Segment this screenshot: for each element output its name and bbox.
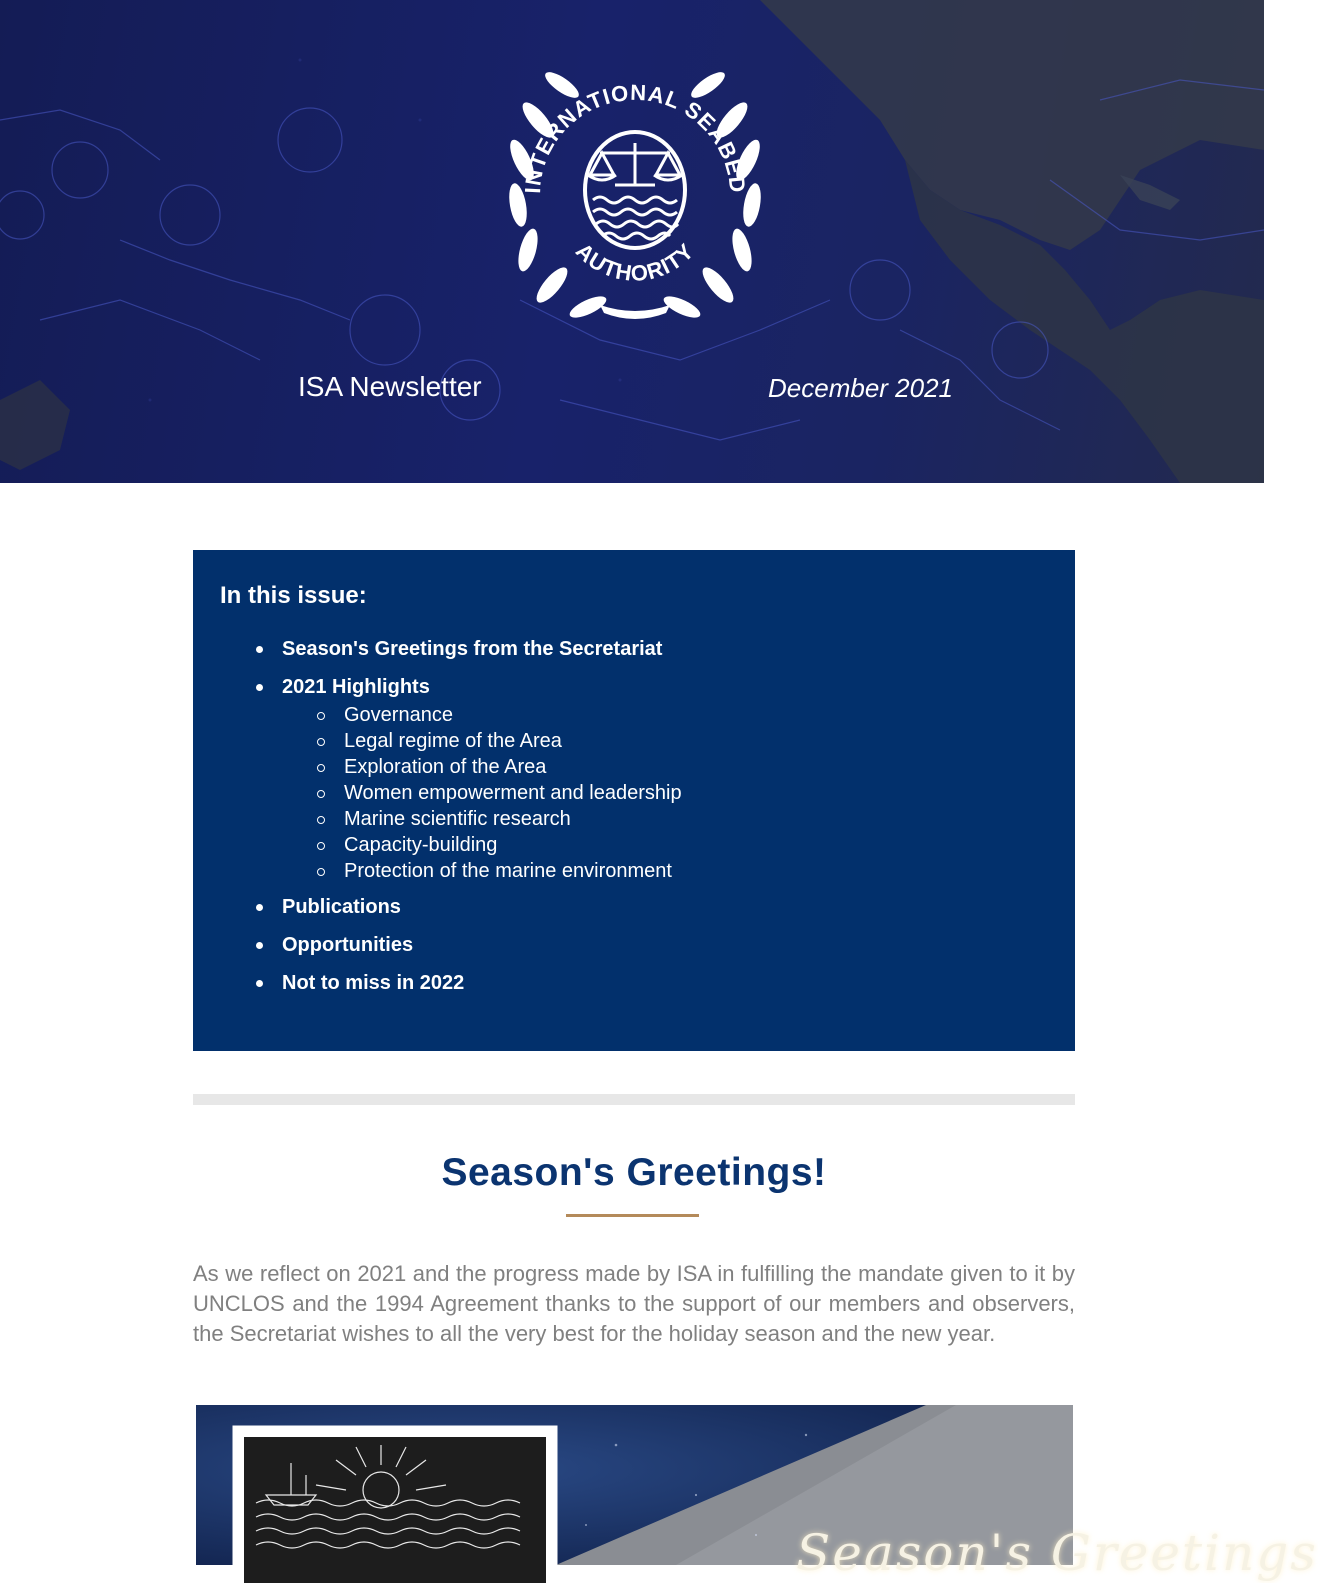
subtoc-item-governance[interactable]: Governance (282, 702, 682, 728)
toc-item-publications[interactable] (253, 892, 682, 922)
isa-logo (490, 55, 780, 325)
greetings-body: As we reflect on 2021 and the progress made by ISA in fulfilling the mandate given to it by UNCLOS and the 1994 Agreement thanks to the support of our members and observers, the Secretariat wishes to all the very best for the holiday season and the new year. (193, 1261, 1075, 1346)
toc-item-label[interactable]: Publications (282, 896, 401, 918)
subtoc-item-marine-protection[interactable]: Protection of the marine environment (282, 858, 682, 884)
svg-text:AUTHORITY (571, 238, 699, 286)
highlights-sublist (282, 702, 682, 884)
greetings-title: Season's Greetings! (441, 1151, 827, 1194)
issue-heading: In this issue: (220, 582, 367, 609)
subtoc-item-legal-regime[interactable]: Legal regime of the Area (282, 728, 682, 754)
subtoc-item-marine-research[interactable]: Marine scientific research (282, 806, 682, 832)
subtoc-item-capacity-building[interactable]: Capacity-building (282, 832, 682, 858)
title-underline (566, 1214, 699, 1217)
logo-bottom-text: AUTHORITY (570, 238, 700, 286)
subtoc-item-women-empowerment[interactable]: Women empowerment and leadership (282, 780, 682, 806)
toc-list (253, 634, 682, 1006)
greeting-card-image (196, 1405, 1318, 1582)
header-banner (0, 0, 1264, 483)
toc-item-not-to-miss[interactable] (253, 968, 682, 998)
toc-item-label[interactable]: 2021 Highlights (282, 676, 430, 698)
section-divider (193, 1094, 1075, 1105)
logo-top-text: INTERNATIONAL SEABED (519, 79, 751, 195)
toc-item-highlights[interactable] (253, 672, 682, 884)
toc-item-label[interactable]: Season's Greetings from the Secretariat (282, 638, 663, 660)
card-greeting-text: Season's Greetings (796, 1524, 1318, 1582)
toc-item-seasons-greetings[interactable] (253, 634, 682, 664)
newsletter-title: ISA Newsletter (298, 371, 482, 402)
toc-item-label[interactable]: Opportunities (282, 934, 414, 956)
issue-date: December 2021 (768, 373, 953, 403)
subtoc-item-exploration[interactable]: Exploration of the Area (282, 754, 682, 780)
toc-item-opportunities[interactable] (253, 930, 682, 960)
issue-contents-box (193, 550, 1075, 1051)
toc-item-label[interactable]: Not to miss in 2022 (282, 972, 465, 994)
